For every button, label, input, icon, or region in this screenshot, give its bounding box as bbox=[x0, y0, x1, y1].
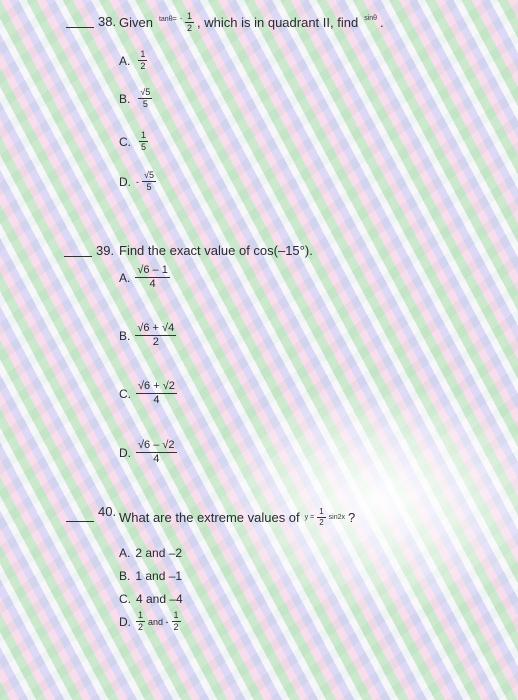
fraction-denominator: 4 bbox=[153, 394, 160, 406]
option-38-c[interactable] bbox=[119, 131, 148, 152]
answer-blank-39[interactable] bbox=[64, 256, 92, 257]
option-letter: B. bbox=[119, 91, 131, 106]
fraction-denominator: 2 bbox=[173, 622, 179, 632]
option-letter: C. bbox=[119, 134, 131, 149]
option-fraction bbox=[138, 50, 147, 71]
option-39-b[interactable] bbox=[119, 323, 176, 348]
option-fraction bbox=[136, 381, 177, 406]
option-38-d[interactable] bbox=[119, 171, 156, 192]
option-39-d[interactable] bbox=[119, 440, 177, 465]
function-fraction bbox=[317, 508, 325, 527]
answer-blank-40[interactable] bbox=[66, 521, 94, 522]
option-fraction bbox=[138, 88, 152, 109]
tan-numerator: 1 bbox=[187, 11, 193, 21]
fraction-numerator: 1 bbox=[319, 507, 324, 516]
question-40-text: What are the extreme values of bbox=[119, 510, 300, 525]
option-letter: A. bbox=[119, 270, 131, 285]
option-fraction bbox=[139, 131, 148, 152]
question-number-40: 40. bbox=[98, 504, 117, 519]
fraction-denominator: 5 bbox=[146, 182, 152, 192]
option-fraction-first bbox=[136, 611, 145, 632]
fraction-denominator: 2 bbox=[140, 61, 146, 71]
answer-blank-38[interactable] bbox=[66, 27, 94, 28]
fraction-numerator: √6 + √4 bbox=[137, 322, 175, 334]
option-38-a[interactable] bbox=[119, 50, 147, 71]
option-letter: C. bbox=[119, 386, 131, 401]
option-text: 1 and –1 bbox=[135, 569, 183, 583]
question-40-prompt bbox=[119, 508, 355, 527]
tan-label: tanθ= bbox=[158, 16, 177, 23]
fraction-numerator: 1 bbox=[140, 49, 146, 59]
fraction-denominator: 5 bbox=[141, 142, 147, 152]
tan-fraction bbox=[185, 12, 194, 33]
option-letter: C. bbox=[119, 592, 131, 606]
question-number-39: 39. bbox=[96, 243, 115, 258]
option-38-b[interactable] bbox=[119, 88, 152, 109]
fraction-numerator: √6 – 1 bbox=[137, 264, 168, 276]
option-40-a[interactable] bbox=[119, 546, 182, 560]
question-mark: ? bbox=[348, 510, 356, 525]
quadrant-text: , which is in quadrant II, find bbox=[197, 15, 359, 30]
fraction-denominator: 5 bbox=[142, 99, 148, 109]
option-letter: D. bbox=[119, 174, 131, 189]
option-fraction bbox=[136, 440, 177, 465]
option-39-c[interactable] bbox=[119, 381, 177, 406]
minus-sign: - bbox=[179, 16, 183, 23]
option-letter: D. bbox=[119, 614, 131, 629]
fraction-numerator: √6 – √2 bbox=[138, 439, 175, 451]
fraction-denominator: 2 bbox=[152, 336, 159, 348]
period: . bbox=[380, 15, 384, 30]
sin-function: sin2x bbox=[328, 514, 345, 521]
question-39-prompt: Find the exact value of cos(–15°). bbox=[119, 243, 313, 258]
fraction-numerator: 1 bbox=[138, 610, 144, 620]
option-fraction bbox=[135, 323, 176, 348]
question-38-prompt bbox=[119, 12, 384, 33]
fraction-denominator: 2 bbox=[319, 518, 324, 527]
fraction-denominator: 4 bbox=[153, 453, 160, 465]
given-text: Given bbox=[119, 15, 153, 30]
fraction-numerator: 1 bbox=[141, 130, 147, 140]
fraction-numerator: √6 + √2 bbox=[138, 380, 175, 392]
sin-label: sinθ bbox=[364, 15, 378, 22]
option-letter: B. bbox=[119, 569, 131, 583]
option-40-b[interactable] bbox=[119, 569, 182, 583]
option-fraction bbox=[135, 265, 170, 290]
tan-denominator: 2 bbox=[187, 23, 193, 33]
option-40-c[interactable] bbox=[119, 592, 183, 606]
option-text: 2 and –2 bbox=[135, 546, 183, 560]
option-fraction bbox=[142, 171, 156, 192]
fraction-numerator: √5 bbox=[144, 170, 154, 180]
option-letter: B. bbox=[119, 328, 131, 343]
question-number-38: 38. bbox=[98, 14, 117, 29]
option-39-a[interactable] bbox=[119, 265, 170, 290]
and-text: and - bbox=[148, 616, 169, 627]
fraction-denominator: 2 bbox=[138, 622, 144, 632]
fraction-denominator: 4 bbox=[149, 278, 156, 290]
option-fraction-second bbox=[172, 611, 181, 632]
option-40-d[interactable] bbox=[119, 611, 181, 632]
option-letter: A. bbox=[119, 53, 131, 68]
y-label: y = bbox=[304, 514, 315, 521]
option-letter: A. bbox=[119, 546, 131, 560]
option-letter: D. bbox=[119, 445, 131, 460]
option-sign: - bbox=[136, 176, 139, 187]
fraction-numerator: √5 bbox=[140, 87, 151, 97]
fraction-numerator: 1 bbox=[173, 610, 179, 620]
option-text: 4 and –4 bbox=[136, 592, 183, 606]
